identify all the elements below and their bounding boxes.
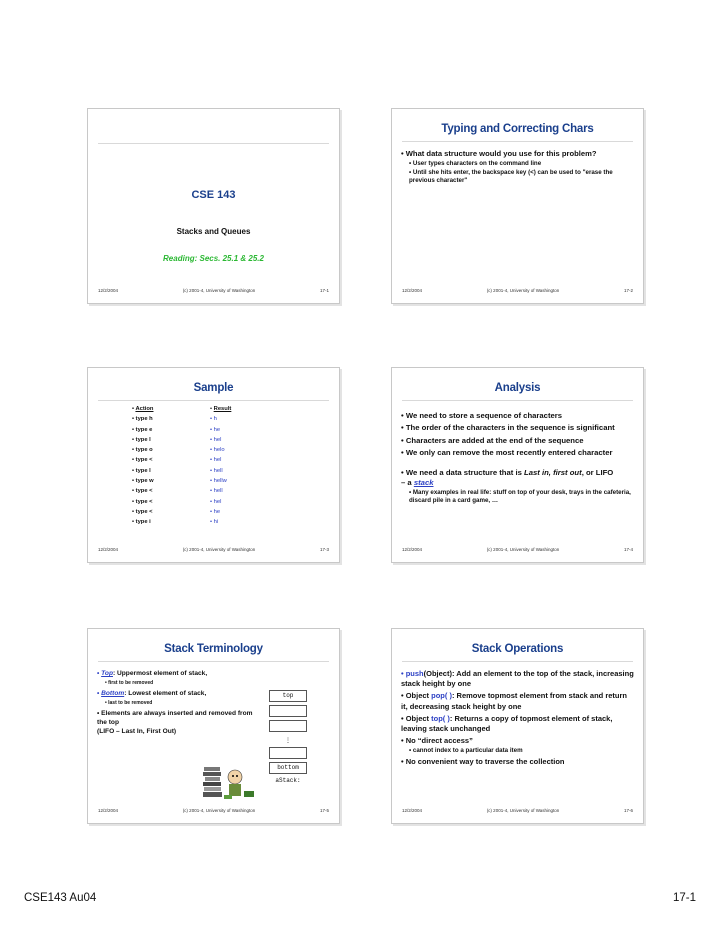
action-item: • type e: [132, 426, 153, 433]
result-item: • hi: [210, 519, 219, 526]
footer-number: 17-2: [623, 288, 633, 293]
footer-copyright: (c) 2001-4, University of Washington: [486, 288, 560, 293]
result-item: • hell: [210, 467, 223, 474]
bullet-lifo: [401, 468, 635, 489]
slide-4: [391, 367, 644, 563]
footer-number: 17-3: [319, 547, 329, 552]
slide-footer: [98, 547, 329, 552]
action-item: • type <: [132, 488, 153, 495]
stack-of-books-illustration: [202, 759, 258, 803]
divider: [98, 400, 329, 401]
bullet: • No “direct access”: [401, 736, 473, 746]
footer-number: 17-1: [319, 288, 329, 293]
action-item: • type o: [132, 447, 153, 454]
text: : Lowest element of stack,: [124, 690, 207, 697]
action-column: • Action • type h • type e • type l • type o • type < • type l • type w • type < • type < • type < • type i: [132, 404, 154, 528]
footer-date: 12/2/2004: [98, 547, 119, 552]
slide-6: [391, 628, 644, 824]
slide-body: [401, 667, 635, 768]
stack-diagram: [269, 690, 307, 784]
footer-date: 12/2/2004: [402, 547, 423, 552]
text: • We need a data structure that is: [401, 467, 525, 477]
footer-copyright: (c) 2001-4, University of Washington: [182, 547, 256, 552]
result-header: Result: [213, 406, 232, 412]
divider: [98, 143, 329, 144]
sub-bullet: • User types characters on the command line: [409, 160, 542, 167]
slide-title: Typing and Correcting Chars: [441, 123, 594, 135]
slide-title: Sample: [193, 382, 234, 394]
slide-footer: [402, 288, 633, 293]
result-item: • hel: [210, 457, 222, 464]
bullet-top: [401, 714, 635, 734]
pop-op: pop( ): [431, 691, 452, 701]
footer-date: 12/2/2004: [402, 288, 423, 293]
slide-footer: [402, 808, 633, 813]
stack-name: aStack:: [275, 777, 301, 784]
result-column: • Result • h • he • hel • helo • hel • hell • hellw • hell • hel • he • hi: [210, 404, 231, 528]
bullet: • Characters are added at the end of the sequence: [401, 435, 584, 445]
top-term[interactable]: Top: [101, 670, 113, 677]
sub-bullet: • Many examples in real life: stuff on top of your desk, trays in the cafeteria, discard pile in a card game, …: [409, 489, 631, 505]
text: (Object): Add an element to the top of the stack, increasing stack height by one: [401, 669, 634, 689]
slide-body: [401, 147, 635, 185]
slide-title: Stack Terminology: [164, 643, 263, 655]
stack-cell: [269, 747, 307, 759]
lifo-note: (LIFO – Last In, First Out): [97, 728, 177, 735]
text: – a: [401, 478, 414, 488]
text: • Object: [401, 713, 432, 723]
bullet: • Elements are always inserted and removed from the top: [97, 710, 253, 726]
result-item: • hel: [210, 436, 222, 443]
reading-text: Reading: Secs. 25.1 & 25.2: [163, 254, 264, 263]
stack-cell: [269, 705, 307, 717]
stack-link[interactable]: stack: [413, 478, 434, 488]
bottom-term[interactable]: Bottom: [101, 690, 125, 697]
page-footer: [24, 892, 696, 904]
slide-body: [97, 667, 259, 736]
divider: [402, 400, 633, 401]
stack-top-cell: top: [269, 690, 307, 702]
text: : Remove topmost element from stack and return it, decreasing stack height by one: [401, 691, 628, 711]
footer-number: 17-5: [319, 808, 329, 813]
bullet: • No convenient way to traverse the collection: [401, 757, 565, 767]
sub-bullet: • Until she hits enter, the backspace key (<) can be used to "erase the previous character": [409, 169, 613, 184]
footer-date: 12/2/2004: [98, 288, 119, 293]
bullet-top: • Top: Uppermost element of stack,: [97, 670, 208, 677]
slide-footer: [402, 547, 633, 552]
action-item: • type w: [132, 478, 154, 485]
action-item: • type i: [132, 519, 151, 526]
slide-title: Analysis: [494, 382, 541, 394]
page-footer-number: 17-1: [672, 892, 696, 904]
page-footer-course: CSE143 Au04: [24, 892, 97, 904]
slide-2: [391, 108, 644, 304]
result-item: • he: [210, 508, 221, 515]
push-op: push: [405, 669, 424, 678]
slide-footer: [98, 288, 329, 293]
slide-1: [87, 108, 340, 304]
bullet: • We only can remove the most recently entered character: [401, 448, 613, 458]
slide-subtitle: Stacks and Queues: [176, 227, 251, 236]
text: • Object: [401, 691, 432, 701]
action-item: • type <: [132, 498, 153, 505]
bullet-bottom: • Bottom: Lowest element of stack,: [97, 690, 207, 697]
divider: [402, 141, 633, 142]
footer-number: 17-6: [623, 808, 633, 813]
footer-copyright: (c) 2001-4, University of Washington: [182, 808, 256, 813]
bullet: • We need to store a sequence of characters: [401, 411, 563, 420]
bullet-pop: [401, 691, 635, 711]
course-title: CSE 143: [191, 189, 236, 201]
result-item: • hel: [210, 498, 222, 505]
action-item: • type l: [132, 436, 151, 443]
top-op: top( ): [431, 713, 450, 723]
slide-title: Stack Operations: [471, 643, 564, 655]
footer-date: 12/2/2004: [402, 808, 423, 813]
divider: [402, 661, 633, 662]
result-item: • h: [210, 416, 217, 423]
sub-bullet: • last to be removed: [105, 700, 153, 706]
bullet: • The order of the characters in the sequence is significant: [401, 423, 615, 433]
footer-number: 17-4: [623, 547, 633, 552]
slide-footer: [98, 808, 329, 813]
footer-copyright: (c) 2001-4, University of Washington: [486, 808, 560, 813]
bullet-push: • push(Object): Add an element to the top of the stack, increasing stack height by one: [401, 669, 634, 689]
result-item: • helo: [210, 447, 225, 454]
sub-bullet: • cannot index to a particular data item: [409, 747, 523, 755]
stack-cell: [269, 720, 307, 732]
text: : Returns a copy of topmost element of stack, leaving stack unchanged: [401, 713, 613, 734]
stack-bottom-cell: bottom: [269, 762, 307, 774]
slide-5: [87, 628, 340, 824]
action-header: Action: [135, 406, 154, 412]
divider: [98, 661, 329, 662]
result-item: • he: [210, 426, 221, 433]
action-item: • type h: [132, 416, 153, 423]
text: , or LIFO: [581, 467, 614, 477]
bullet-question: • What data structure would you use for this problem?: [401, 149, 597, 158]
result-item: • hell: [210, 488, 223, 495]
slide-3: [87, 367, 340, 563]
action-item: • type <: [132, 457, 153, 464]
lifo-phrase: Last in, first out: [524, 467, 582, 477]
action-item: • type l: [132, 467, 151, 474]
sub-bullet: • first to be removed: [105, 680, 154, 686]
result-item: • hellw: [210, 478, 227, 485]
stack-ellipsis: ⋮: [285, 738, 291, 744]
footer-copyright: (c) 2001-4, University of Washington: [182, 288, 256, 293]
action-item: • type <: [132, 508, 153, 515]
slide-body: [401, 409, 635, 505]
footer-date: 12/2/2004: [98, 808, 119, 813]
text: : Uppermost element of stack,: [112, 670, 208, 677]
footer-copyright: (c) 2001-4, University of Washington: [486, 547, 560, 552]
